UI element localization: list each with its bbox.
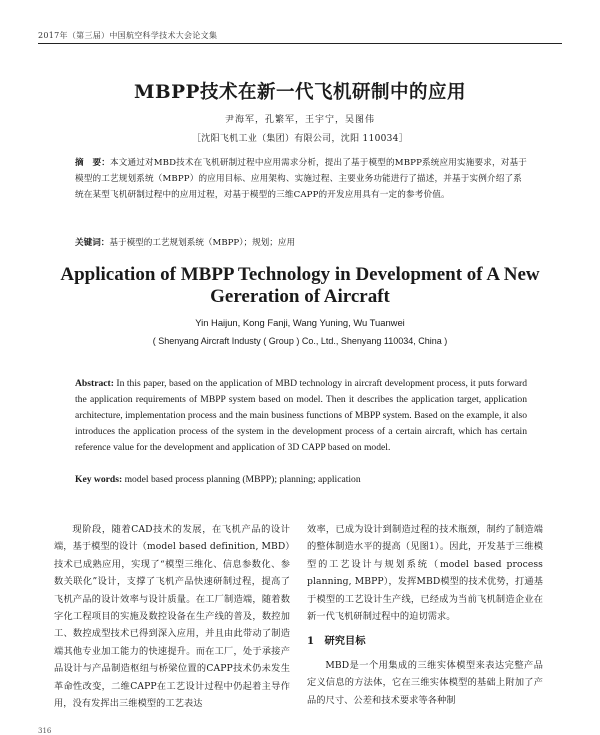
en-keywords	[75, 472, 527, 488]
body-right-column	[307, 521, 543, 709]
cn-title: MBPP技术在新一代飞机研制中的应用	[134, 82, 466, 103]
section-heading: 1 研究目标	[307, 635, 366, 648]
cn-authors: 尹海军，孔繁军，王宇宁，吴图伟	[224, 115, 375, 125]
cn-keywords-text: 基于模型的工艺规划系统（MBPP）；规划；应用	[109, 238, 296, 248]
cn-abstract-text: 本文通过对MBD技术在飞机研制过程中应用需求分析，提出了基于模型的MBPP系统应用实施要求，对基于模型的工艺规划系统（MBPP）的应用目标、应用架构、实施过程、主要业务功能进行了描述，并基于实例介绍了系统在某型飞机研制过程中的应用过程，对基于模型的三维CAPP的开发应用具有一定的参考价值。	[75, 158, 527, 200]
en-keywords-label: Key words:	[75, 474, 123, 485]
cn-abstract-label: 摘 要：	[75, 158, 110, 168]
en-abstract	[75, 376, 527, 456]
en-abstract-label: Abstract:	[75, 378, 114, 389]
en-abstract-text: In this paper, based on the application of MBD technology in aircraft development process, it puts forward the application requirements of MBPP system based on model. Then it describes the application target, application architecture, implementation process and the main business functions of MBPP system. Based on the example, it also introduces the application process of the system in the development process of a certain aircraft, which has certain reference value for the development and application of 3D CAPP based on model.	[75, 378, 527, 453]
page-number: 316	[38, 727, 52, 735]
en-affiliation: ( Shenyang Aircraft Industy ( Group ) Co., Ltd., Shenyang 110034, China )	[152, 336, 448, 346]
cn-keywords	[75, 235, 527, 251]
cn-affiliation: ［沈阳飞机工业（集团）有限公司，沈阳 110034］	[191, 134, 409, 144]
body-left-column	[54, 521, 290, 712]
cn-abstract	[75, 155, 527, 203]
body-paragraph: 效率，已成为设计到制造过程的技术瓶颈，制约了制造端的整体制造水平的提高（见图1）。因此，开发基于三维模型的工艺设计与规划系统（model based process planning, MBPP），发挥MBD模型的技术优势，打通基于模型的工艺设计生产线，已经成为当前飞机制造企业在新一代飞机研制过程中的迫切需求。	[307, 524, 543, 623]
en-keywords-text: model based process planning (MBPP); planning; application	[124, 474, 361, 485]
en-authors: Yin Haijun, Kong Fanji, Wang Yuning, Wu Tuanwei	[195, 317, 405, 328]
body-paragraph: MBD是一个用集成的三维实体模型来表达完整产品定义信息的方法体，它在三维实体模型的基础上附加了产品的尺寸、公差和技术要求等各种制	[307, 659, 543, 706]
running-header: 2017年（第三届）中国航空科学技术大会论文集	[38, 31, 218, 40]
header-rule	[38, 43, 562, 44]
en-title: Application of MBPP Technology in Development of A New Gereration of Aircraft	[60, 264, 540, 307]
body-paragraph: 现阶段，随着CAD技术的发展，在飞机产品的设计端，基于模型的设计（model based definition, MBD）技术已成熟应用，实现了“模型三维化、信息参数化、参数关联化”设计，支撑了飞机产品快速研制过程，提高了飞机产品的设计效率与设计质量。在工厂制造端，随着数字化工程项目的实施及数控设备在生产线的普及，数控加工、数控成型技术已得到深入应用，并且由此带动了制造端其他专业加工能力的快速提升。而在工厂，处于承接产品设计与产品制造枢纽与桥梁位置的CAPP技术仍未发生革命性改变，二维CAPP在工艺设计过程中仍起着主导作用，没有发挥出三维模型的工艺表达	[54, 524, 290, 710]
cn-keywords-label: 关键词：	[75, 238, 110, 248]
